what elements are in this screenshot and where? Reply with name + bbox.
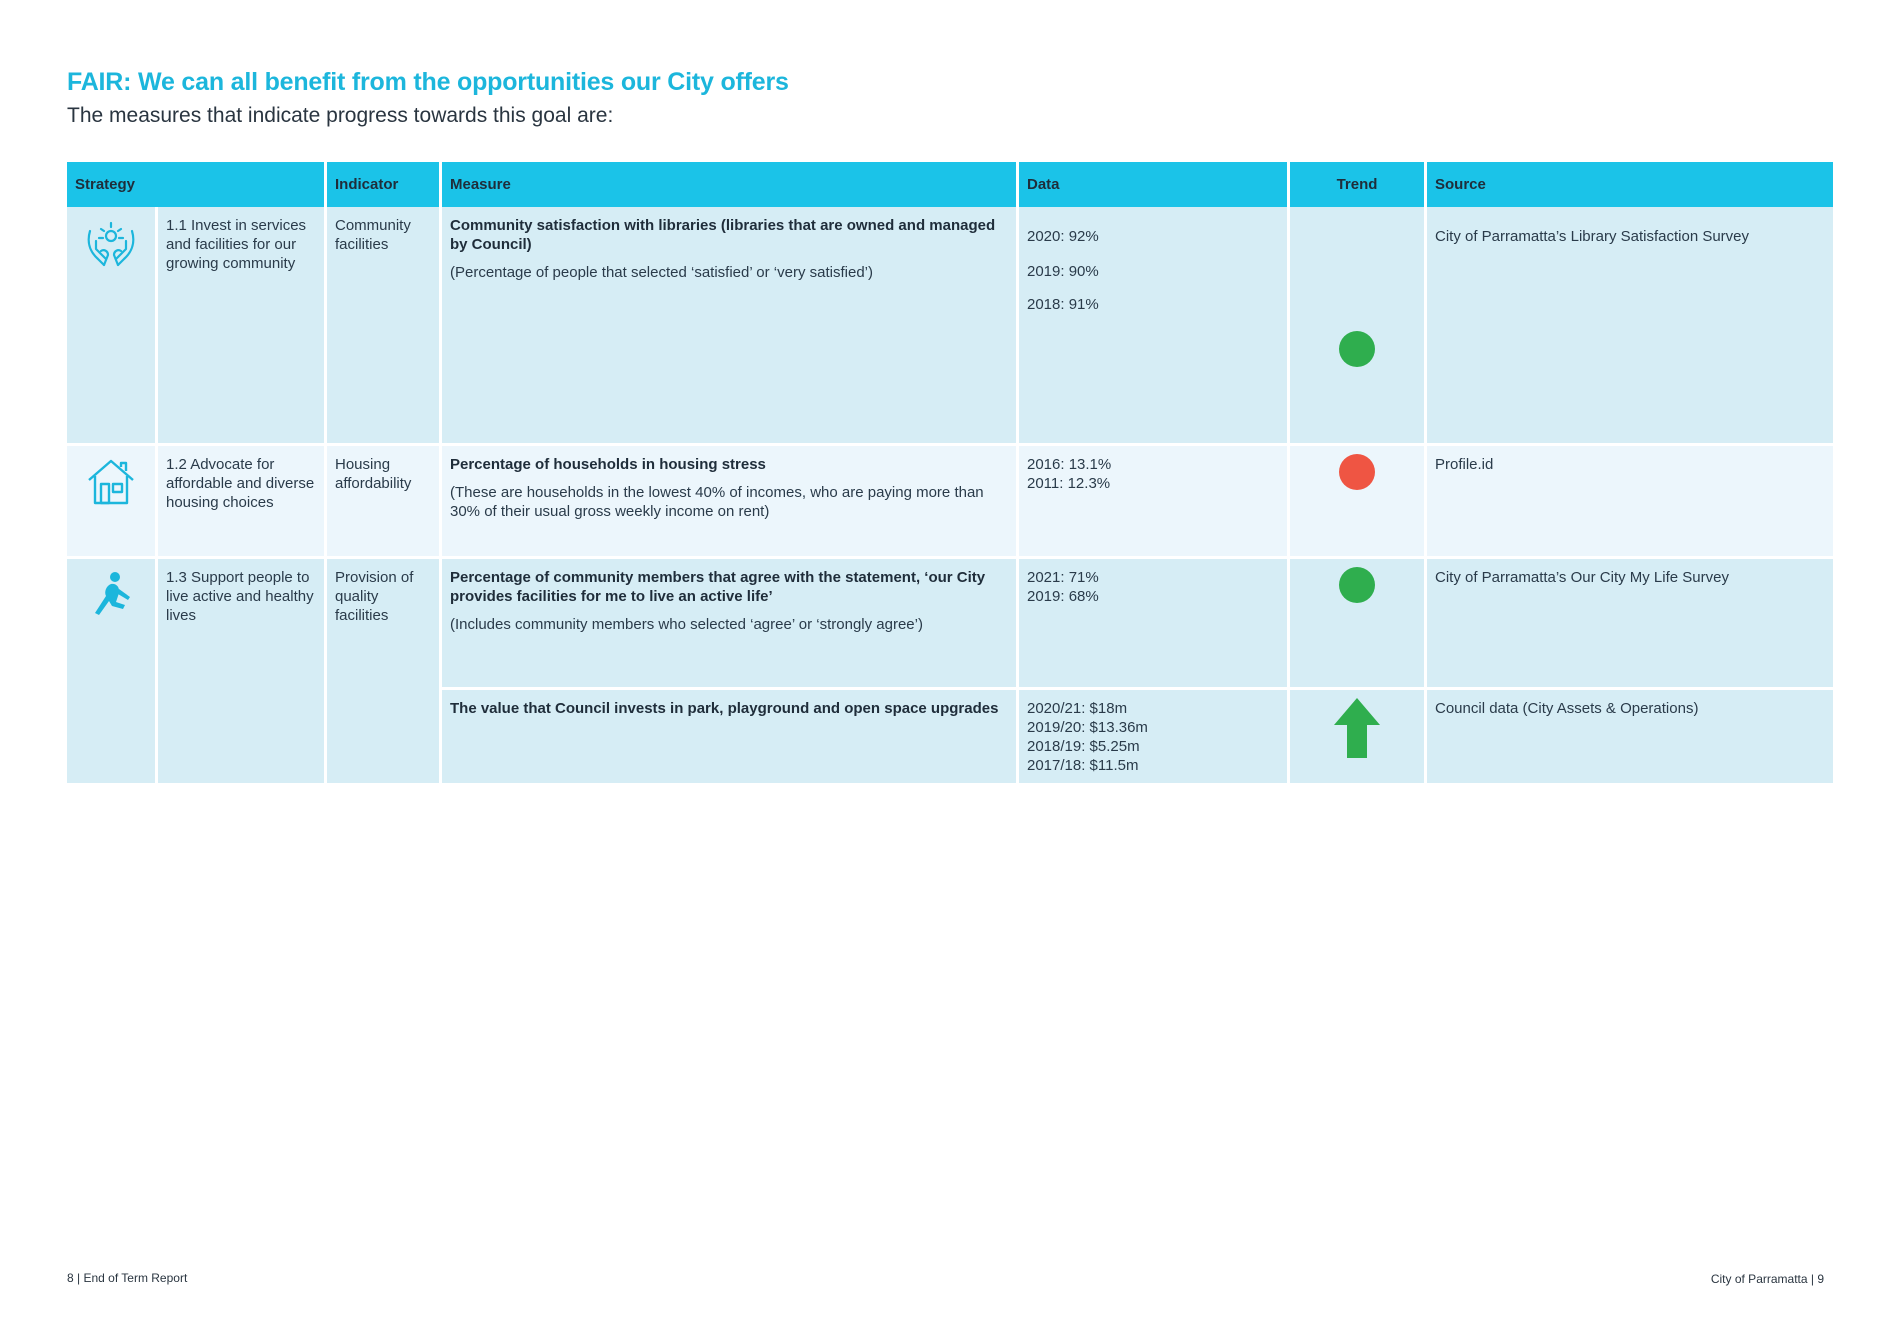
header-measure: Measure [442,162,1016,207]
indicator-text: Provision of quality facilities [327,559,439,783]
trend-red-dot [1339,454,1375,490]
table-row [67,446,1833,556]
trend-green-dot [1339,567,1375,603]
table-row [67,559,1833,687]
strategy-text: 1.1 Invest in services and facilities for our growing community [158,207,324,443]
strategy-icon-cell [67,446,155,556]
measure-title: Community satisfaction with libraries (libraries that are owned and managed by Council) [450,217,996,253]
data-value: 2019: 90% [1027,263,1099,280]
data-value: 2018: 91% [1027,296,1099,313]
person-stretching-icon [89,571,133,617]
data-value: 2016: 13.1% [1027,456,1112,473]
measure-note: (These are households in the lowest 40% of incomes, who are paying more than 30% of their usual gross weekly income on rent) [450,484,984,520]
indicator-text: Community facilities [327,207,439,443]
page-subheading: The measures that indicate progress towards this goal are: [67,104,614,127]
header-data: Data [1019,162,1287,207]
strategy-icon-cell [67,559,155,783]
data-value: 2020: 92% [1027,228,1099,245]
measure-title: The value that Council invests in park, playground and open space upgrades [450,700,999,717]
measure-note: (Includes community members who selected ‘agree’ or ‘strongly agree’) [450,616,923,633]
footer-right: City of Parramatta | 9 [1710,1272,1824,1286]
data-value: 2018/19: $5.25m [1027,738,1140,755]
table-header-row [67,162,1833,207]
trend-cell [1290,207,1424,443]
source-text: City of Parramatta’s Library Satisfaction Survey [1427,207,1833,443]
data-cell [1019,446,1287,556]
strategy-text: 1.3 Support people to live active and healthy lives [158,559,324,783]
trend-cell [1290,559,1424,687]
table-row [67,207,1833,443]
measure-cell [442,207,1016,443]
measure-note: (Percentage of people that selected ‘satisfied’ or ‘very satisfied’) [450,264,873,281]
trend-cell [1290,690,1424,783]
measure-cell [442,446,1016,556]
hands-holding-sun-icon [84,219,138,269]
source-text: City of Parramatta’s Our City My Life Survey [1427,559,1833,687]
source-text: Council data (City Assets & Operations) [1427,690,1833,783]
data-value: 2019: 68% [1027,588,1099,605]
trend-up-arrow-icon [1333,698,1381,758]
data-value: 2020/21: $18m [1027,700,1128,717]
indicator-text: Housing affordability [327,446,439,556]
strategy-icon-cell [67,207,155,443]
trend-green-dot [1339,331,1375,367]
house-icon [86,458,136,506]
measure-cell [442,690,1016,783]
data-cell [1019,690,1287,783]
page-heading: FAIR: We can all benefit from the opportunities our City offers [67,68,789,96]
strategy-text: 1.2 Advocate for affordable and diverse housing choices [158,446,324,556]
data-value: 2019/20: $13.36m [1027,719,1148,736]
header-strategy: Strategy [67,162,324,207]
source-text: Profile.id [1427,446,1833,556]
measure-title: Percentage of households in housing stress [450,456,766,473]
data-cell [1019,207,1287,443]
header-indicator: Indicator [327,162,439,207]
data-value: 2011: 12.3% [1027,475,1111,492]
measure-title: Percentage of community members that agree with the statement, ‘our City provides facilities for me to live an active life’ [450,569,986,605]
data-value: 2017/18: $11.5m [1027,757,1139,774]
data-cell [1019,559,1287,687]
header-source: Source [1427,162,1833,207]
trend-cell [1290,446,1424,556]
header-trend: Trend [1290,162,1424,207]
footer-left: 8 | End of Term Report [67,1271,188,1285]
measures-table [64,162,1836,783]
data-value: 2021: 71% [1027,569,1099,586]
measure-cell [442,559,1016,687]
